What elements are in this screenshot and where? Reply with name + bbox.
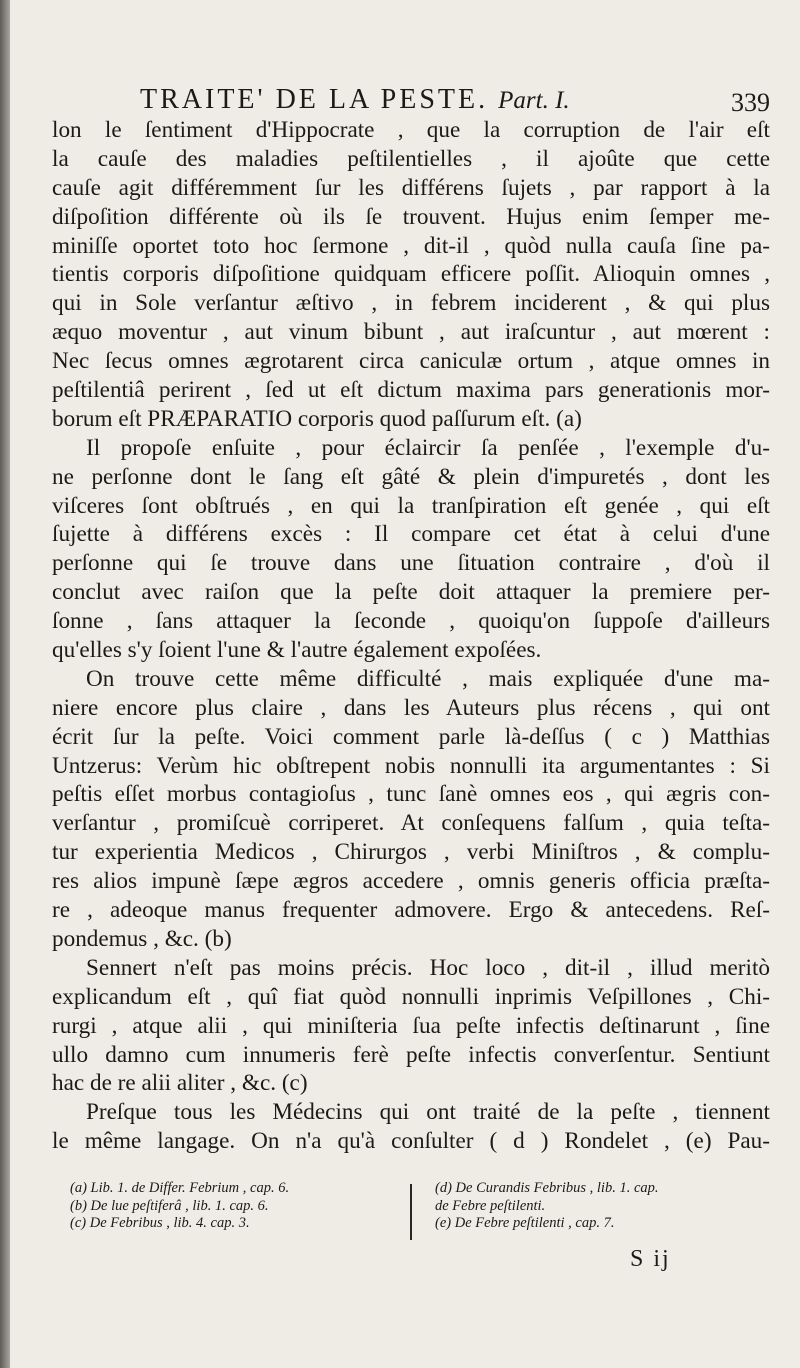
text-line: tientis corporis diſpoſitione quidquam efficere poſſit. Alioquin omnes , <box>52 261 770 288</box>
running-title-part: Part. I. <box>498 87 570 114</box>
footnote: (a) Lib. 1. de Differ. Febrium , cap. 6. <box>70 1180 290 1196</box>
page-number: 339 <box>731 88 770 117</box>
footnote: (e) De Febre peſtilenti , cap. 7. <box>435 1215 615 1231</box>
footnote: de Febre peſtilenti. <box>435 1197 546 1214</box>
footnote-divider <box>410 1184 412 1240</box>
text-line: Il propoſe enſuite , pour éclaircir ſa penſée , l'exemple d'u- <box>86 434 770 461</box>
footnotes-left <box>70 1180 400 1233</box>
footnote: (b) De lue peſtiferâ , lib. 1. cap. 6. <box>70 1197 269 1214</box>
text-line: tur experientia Medicos , Chirurgos , verbi Miniſtros , & complu- <box>52 839 770 866</box>
text-line: res alios impunè ſæpe ægros accedere , omnis generis officia præſta- <box>52 868 770 895</box>
text-line: peſtis eſſet morbus contagioſus , tunc ſanè omnes eos , qui ægris con- <box>52 781 770 808</box>
text-line: rurgi , atque alii , qui miniſteria ſua peſte infectis deſtinarunt , ſine <box>52 1012 770 1039</box>
text-line: perſonne qui ſe trouve dans une ſituation contraire , d'où il <box>52 550 770 577</box>
text-line: ſonne , ſans attaquer la ſeconde , quoiqu'on ſuppoſe d'ailleurs <box>52 608 770 635</box>
text-line: cauſe agit différemment ſur les différens ſujets , par rapport à la <box>52 174 770 201</box>
running-title-text: TRAITE' DE LA PESTE. <box>140 84 489 115</box>
text-line: qui in Sole verſantur æſtivo , in febrem inciderent , & qui plus <box>52 290 770 317</box>
text-line: pondemus , &c. (b) <box>52 925 232 952</box>
text-line: diſpoſition différente où ils ſe trouvent. Hujus enim ſemper me- <box>52 203 770 230</box>
signature-mark: S ij <box>630 1246 671 1272</box>
text-line: On trouve cette même difficulté , mais expliquée d'une ma- <box>86 665 770 692</box>
text-line: re , adeoque manus frequenter admovere. Ergo & antecedens. Reſ- <box>52 897 770 924</box>
text-line: la cauſe des maladies peſtilentielles , il ajoûte que cette <box>52 145 770 172</box>
body-text <box>52 116 770 1156</box>
text-line: viſceres ſont obſtrués , en qui la tranſpiration eſt genée , qui eſt <box>52 492 770 519</box>
running-header <box>140 84 780 120</box>
text-line: niere encore plus claire , dans les Auteurs plus récens , qui ont <box>52 694 770 721</box>
text-line: lon le ſentiment d'Hippocrate , que la corruption de l'air eſt <box>52 117 770 143</box>
footnotes-right <box>435 1180 775 1233</box>
footnote: (d) De Curandis Febribus , lib. 1. cap. <box>435 1180 659 1196</box>
text-line: æquo moventur , aut vinum bibunt , aut iraſcuntur , aut mœrent : <box>52 319 770 346</box>
footnote: (c) De Febribus , lib. 4. cap. 3. <box>70 1215 250 1231</box>
text-line: ne perſonne dont le ſang eſt gâté & plein d'impuretés , dont les <box>52 463 770 490</box>
text-line: ullo damno cum innumeris ferè peſte infectis converſentur. Sentiunt <box>52 1041 770 1068</box>
text-line: ſujette à différens excès : Il compare cet état à celui d'une <box>52 521 770 548</box>
text-line: Untzerus: Verùm hic obſtrepent nobis nonnulli ita argumentantes : Si <box>52 752 770 779</box>
book-page <box>10 0 800 1368</box>
text-line: hac de re alii aliter , &c. (c) <box>52 1070 308 1097</box>
text-line: Sennert n'eſt pas moins précis. Hoc loco , dit-il , illud meritò <box>86 954 770 981</box>
text-line: Preſque tous les Médecins qui ont traité de la peſte , tiennent <box>86 1099 770 1126</box>
text-line: écrit ſur la peſte. Voici comment parle là-deſſus ( c ) Matthias <box>52 723 770 750</box>
page-gutter <box>0 0 10 1368</box>
text-line: borum eſt PRÆPARATIO corporis quod paſſurum eſt. (a) <box>52 405 582 432</box>
text-line: peſtilentiâ perirent , ſed ut eſt dictum maxima pars generationis mor- <box>52 377 770 404</box>
running-title <box>140 84 570 116</box>
text-line: Nec ſecus omnes ægrotarent circa caniculæ ortum , atque omnes in <box>52 348 770 375</box>
text-line: le même langage. On n'a qu'à conſulter ( d ) Rondelet , (e) Pau- <box>52 1128 770 1155</box>
text-line: verſantur , promiſcuè corriperet. At conſequens falſum , quia teſta- <box>52 810 770 837</box>
text-line: miniſſe oportet toto hoc ſermone , dit-il , quòd nulla cauſa ſine pa- <box>52 232 770 259</box>
text-line: explicandum eſt , quî fiat quòd nonnulli inprimis Veſpillones , Chi- <box>52 983 770 1010</box>
text-line: qu'elles s'y ſoient l'une & l'autre également expoſées. <box>52 637 542 664</box>
footnotes <box>70 1180 790 1250</box>
text-line: conclut avec raiſon que la peſte doit attaquer la premiere per- <box>52 579 770 606</box>
